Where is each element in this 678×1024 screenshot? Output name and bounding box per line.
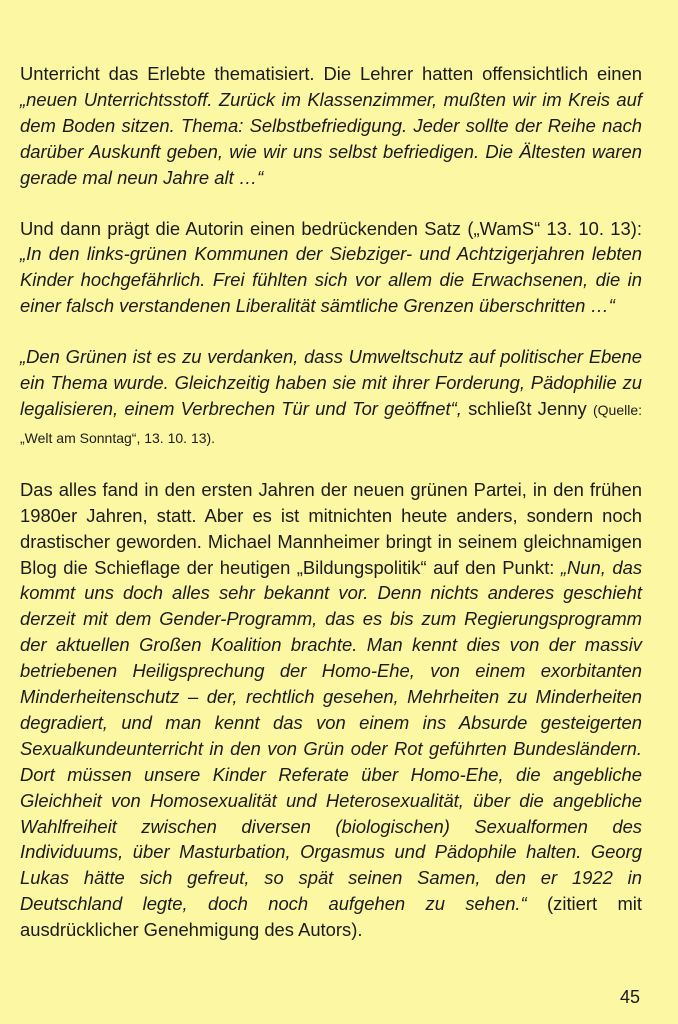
paragraph-2-quote: „In den links-grünen Kommunen der Siebziger- und Achtzigerjahren lebten Kinder hochgefährlich. Frei fühlten sich vor allem die Erwachsenen, die in einer falsch verstandenen Liberalität sämtliche Grenzen überschritten …“ <box>20 243 642 317</box>
paragraph-4 <box>20 477 642 943</box>
page-number: 45 <box>619 987 640 1007</box>
paragraph-3-source: (Quelle: „Welt am Sonntag“, 13. 10. 13). <box>20 401 643 446</box>
paragraph-1-text: Unterricht das Erlebte thematisiert. Die Lehrer hatten offensichtlich einen <box>20 63 642 84</box>
paragraph-1 <box>20 61 642 191</box>
paragraph-4-attribution: (zitiert mit ausdrücklicher Genehmigung des Autors). <box>20 893 642 941</box>
paragraph-2-text: Und dann prägt die Autorin einen bedrückenden Satz („WamS“ 13. 10. 13): <box>20 217 642 239</box>
paragraph-4-text: Das alles fand in den ersten Jahren der neuen grünen Partei, in den frühen 1980er Jahren, statt. Aber es ist mitnichten heute anders, sondern noch drastischer geworden. Michael Mannheimer bringt in seinem gleichnamigen Blog die Schieflage der heutigen „Bildungspolitik“ auf den Punkt: <box>20 478 642 578</box>
paragraph-2 <box>20 216 642 320</box>
paragraph-1-quote: „neuen Unterrichtsstoff. Zurück im Klassenzimmer, mußten wir im Kreis auf dem Boden sitzen. Thema: Selbstbefriedigung. Jeder sollte der Reihe nach darüber Auskunft geben, wie wir uns selbst befriedigen. Die Ältesten waren gerade mal neun Jahre alt …“ <box>20 88 642 188</box>
page-body <box>20 61 642 968</box>
paragraph-3-quote: „Den Grünen ist es zu verdanken, dass Umweltschutz auf politischer Ebene ein Thema wurde. Gleichzeitig haben sie mit ihrer Forderung, Pädophilie zu legalisieren, einem Verbrechen Tür und Tor geöffnet“, <box>20 346 642 419</box>
paragraph-3 <box>20 344 642 452</box>
paragraph-4-quote: „Nun, das kommt uns doch alles sehr bekannt vor. Denn nichts anderes geschieht derzeit mit dem Gender-Programm, das es bis zum Regierungsprogramm der aktuellen Großen Koalition brachte. Man kennt dies von der massiv betriebenen Heiligsprechung der Homo-Ehe, von einem exorbitanten Minderheitenschutz – der, rechtlich gesehen, Mehrheiten zu Minderheiten degradiert, und man kennt das von einem ins Absurde gesteigerten Sexualkundeunterricht in den von Grün oder Rot geführten Bundesländern. Dort müssen unsere Kinder Referate über Homo-Ehe, die angebliche Gleichheit von Homosexualität und Heterosexualität, über die angebliche Wahlfreiheit zwischen diversen (biologischen) Sexualformen des Individuums, über Masturbation, Orgasmus und Pädophile halten. Georg Lukas hätte sich gefreut, so spät seinen Samen, den er 1922 in Deutschland legte, doch noch aufgehen zu sehen.“ <box>20 556 643 915</box>
paragraph-3-text: schließt Jenny <box>461 397 593 419</box>
